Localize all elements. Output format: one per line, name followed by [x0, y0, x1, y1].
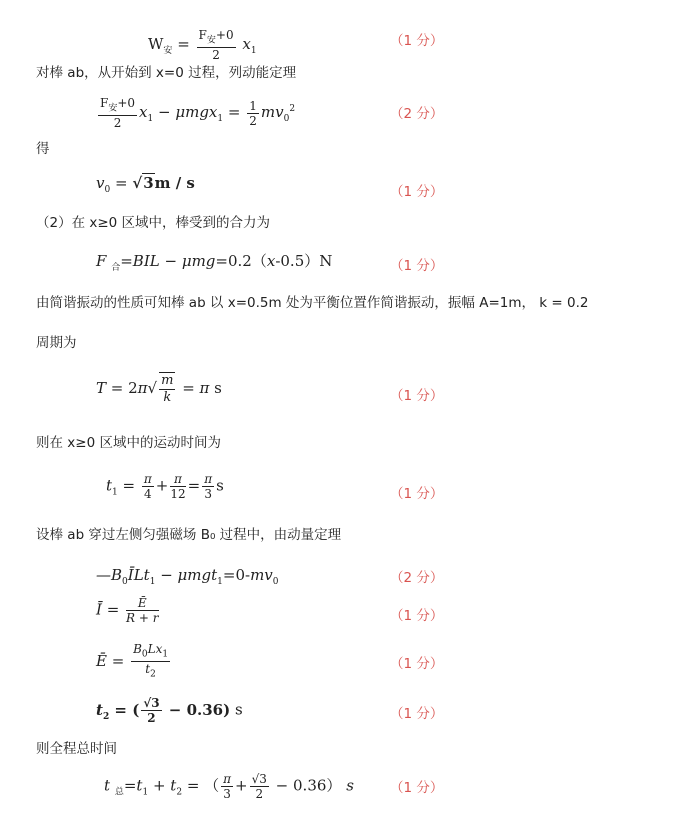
score-label: （1 分） [390, 706, 444, 722]
equation-average-current: Ī = $\frac{Ē}{R + r}$ [96, 596, 159, 625]
text-line: 周期为 [36, 335, 77, 351]
text-line: 得 [36, 141, 50, 157]
equation-work-ampere: $W_安$ = $\frac{F_安+0}{2}$ $x_1$ [148, 28, 257, 63]
score-label: （2 分） [390, 570, 444, 586]
text-line: 则全程总时间 [36, 741, 117, 757]
score-label: （1 分） [390, 184, 444, 200]
equation-time-t2: $t_2$ = ( $\frac{√3}{2}$ − 0.36) s [96, 696, 243, 725]
score-label: （1 分） [390, 656, 444, 672]
equation-time-t1: $t_1$ = $\frac{\pi}{4}$ + $\frac{\pi}{12}$ = $\frac{\pi}{3}$ s [106, 472, 224, 501]
score-label: （1 分） [390, 388, 444, 404]
text-line: 设棒 ab 穿过左侧匀强磁场 B₀ 过程中，由动量定理 [36, 527, 342, 543]
equation-v0: $v_0 = √3m / s$ [96, 174, 195, 195]
score-label: （1 分） [390, 608, 444, 624]
score-label: （1 分） [390, 258, 444, 274]
equation-total-time: t $_总=t_1 + t_2$ = （ $\frac{\pi}{3}$ + $\frac{√3}{2}$ − 0.36） s [104, 772, 354, 801]
equation-average-emf: Ē = $\frac{B_0Lx_1}{t_2}$ [96, 642, 169, 680]
text-line: 由简谐振动的性质可知棒 ab 以 x=0.5m 处为平衡位置作简谐振动，振幅 A=1m， k = 0.2 [36, 295, 589, 311]
score-label: （1 分） [390, 486, 444, 502]
score-label: （1 分） [390, 780, 444, 796]
text-line: （2）在 x≥0 区域中，棒受到的合力为 [36, 215, 271, 231]
equation-net-force: F $_合$=BIL − μmg=0.2（x-0.5）N [96, 252, 333, 273]
score-label: （2 分） [390, 106, 444, 122]
score-label: （1 分） [390, 33, 444, 49]
equation-kinetic-energy: $\frac{F_安+0}{2}$ $x_1 - \mu mgx_1$ = $\frac{1}{2}$ $mv_0^2$ [100, 96, 296, 131]
equation-momentum: $—B_0ĪLt_1 - \mu mgt_1=0-mv_0$ [96, 566, 279, 587]
text-line: 则在 x≥0 区域中的运动时间为 [36, 435, 221, 451]
equation-period: T = 2π√ $\frac{m}{k}$ = π s [96, 373, 222, 405]
text-line: 对棒 ab，从开始到 x=0 过程，列动能定理 [36, 65, 297, 81]
